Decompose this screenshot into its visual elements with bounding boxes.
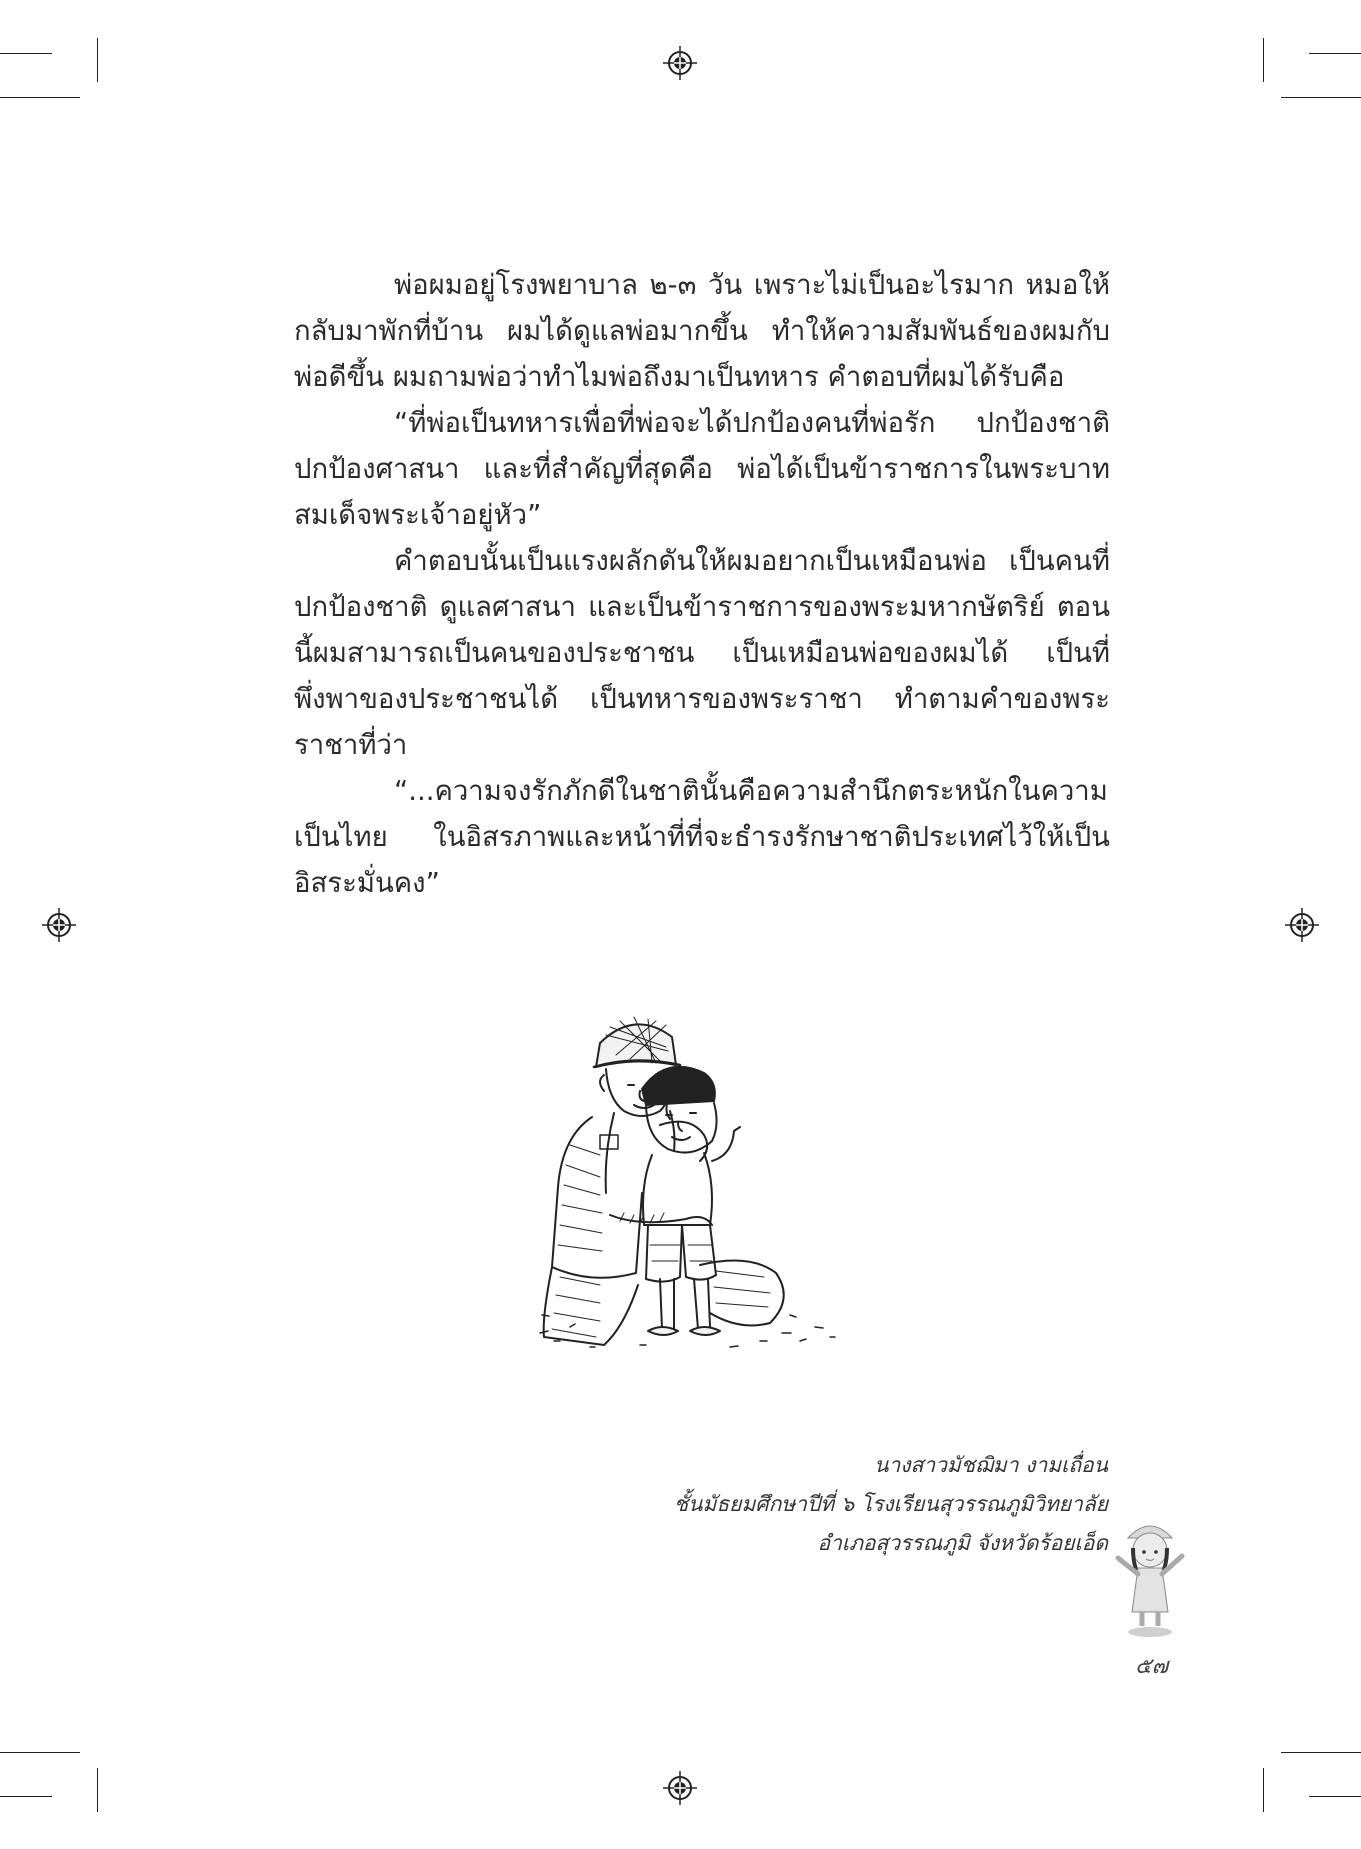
crop-mark bbox=[0, 1752, 80, 1753]
page-number: ๕๗ bbox=[1135, 1654, 1169, 1679]
crop-mark bbox=[1263, 1768, 1264, 1812]
quote-paragraph: “ที่พ่อเป็นทหารเพื่อที่พ่อจะได้ปกป้องคนที่พ่อรัก ปกป้องชาติ ปกป้องศาสนา และที่สำคัญที่สุดคือ พ่อได้เป็นข้าราชการในพระบาทสมเด็จพระเจ้าอยู่หัว” bbox=[294, 407, 1110, 531]
story-body bbox=[294, 262, 1110, 906]
crop-mark bbox=[0, 53, 52, 54]
author-location: อำเภอสุวรรณภูมิ จังหวัดร้อยเอ็ด bbox=[817, 1531, 1108, 1555]
crop-mark bbox=[1281, 97, 1361, 98]
registration-mark-icon bbox=[663, 1771, 697, 1805]
author-school: ชั้นมัธยมศึกษาปีที่ ๖ โรงเรียนสุวรรณภูมิวิทยาลัย bbox=[673, 1492, 1108, 1516]
crop-mark bbox=[97, 1768, 98, 1812]
registration-mark-icon bbox=[42, 908, 76, 942]
registration-mark-icon bbox=[1285, 908, 1319, 942]
quote-paragraph: “...ความจงรักภักดีในชาตินั้นคือความสำนึกตระหนักในความเป็นไทย ในอิสรภาพและหน้าที่ที่จะธำรงรักษาชาติประเทศไว้ให้เป็นอิสระมั่นคง” bbox=[294, 775, 1110, 899]
story-paragraph: คำตอบนั้นเป็นแรงผลักดันให้ผมอยากเป็นเหมือนพ่อ เป็นคนที่ปกป้องชาติ ดูแลศาสนา และเป็นข้าราชการของพระมหากษัตริย์ ตอนนี้ผมสามารถเป็นคนของประชาชน เป็นเหมือนพ่อของผมได้ เป็นที่พึ่งพาของประชาชนได้ เป็นทหารของพระราชา ทำตามคำของพระราชาที่ว่า bbox=[294, 545, 1110, 761]
crop-mark bbox=[97, 38, 98, 82]
crop-mark bbox=[1309, 1796, 1361, 1797]
crop-mark bbox=[1309, 53, 1361, 54]
author-name: นางสาวมัชฌิมา งามเถื่อน bbox=[874, 1453, 1108, 1477]
author-signature bbox=[674, 1446, 1108, 1563]
crop-mark bbox=[0, 97, 80, 98]
girl-scout-mascot-icon bbox=[1110, 1510, 1190, 1640]
crop-mark bbox=[1263, 38, 1264, 82]
crop-mark bbox=[1281, 1752, 1361, 1753]
crop-mark bbox=[0, 1796, 52, 1797]
registration-mark-icon bbox=[663, 46, 697, 80]
story-paragraph: พ่อผมอยู่โรงพยาบาล ๒-๓ วัน เพราะไม่เป็นอะไรมาก หมอให้กลับมาพักที่บ้าน ผมได้ดูแลพ่อมากขึ้น ทำให้ความสัมพันธ์ของผมกับพ่อดีขึ้น ผมถามพ่อว่าทำไมพ่อถึงมาเป็นทหาร คำตอบที่ผมได้รับคือ bbox=[294, 269, 1110, 393]
soldier-father-hugging-son-illustration bbox=[530, 1015, 860, 1360]
